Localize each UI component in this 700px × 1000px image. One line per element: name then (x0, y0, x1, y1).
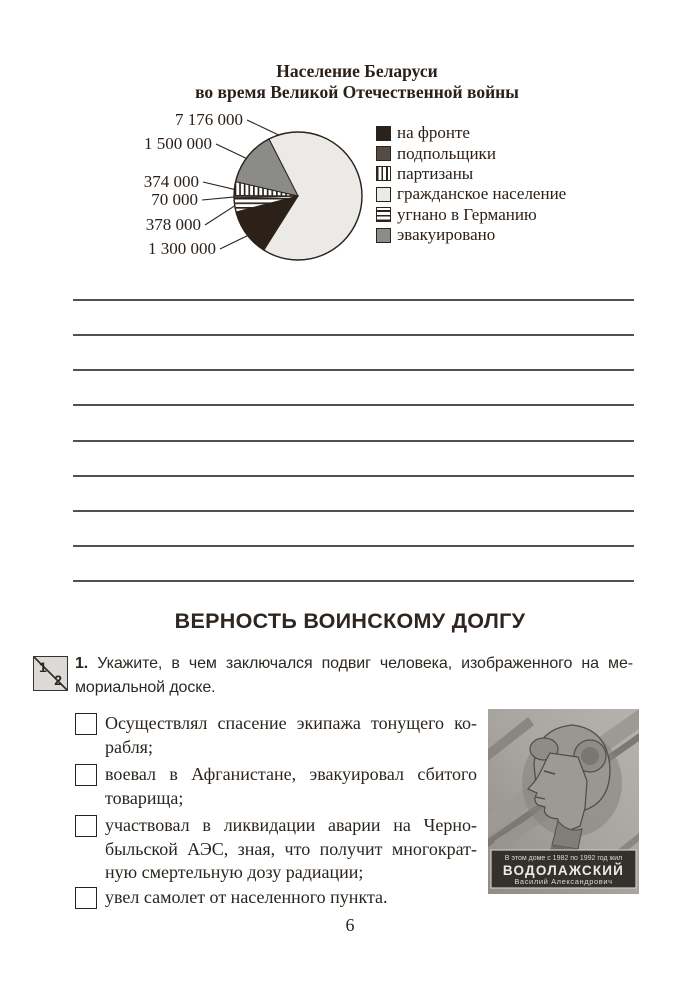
leader-line (205, 206, 234, 225)
legend-swatch-icon (376, 228, 391, 243)
pie-slice-value-label: 374 000 (143, 172, 199, 191)
option-text (105, 712, 477, 759)
answer-line[interactable] (73, 545, 634, 547)
legend-label: угнано в Германию (397, 204, 537, 224)
leader-line (247, 120, 278, 135)
pie-slice-value-label: 7 176 000 (175, 110, 243, 129)
question-line-2: мориальной доске. (75, 678, 216, 696)
legend-row (376, 225, 566, 245)
pie-slice-value-label: 1 500 000 (144, 134, 212, 153)
chart-title-line-2: во время Великой Отечественной войны (195, 82, 519, 102)
pie-slice-value-label: 70 000 (151, 190, 198, 209)
answer-line[interactable] (73, 440, 634, 442)
option-text (105, 886, 477, 910)
option-text-line: участвовал в ликвидации аварии на Черно- (105, 815, 477, 835)
plaque-surname: ВОДОЛАЖСКИЙ (502, 863, 625, 878)
option-text-line: воевал в Афганистане, эвакуировал сбитого (105, 764, 477, 784)
answer-line[interactable] (73, 580, 634, 582)
answer-line[interactable] (73, 369, 634, 371)
legend-row (376, 164, 566, 184)
option-text-line: быльской АЭС, зная, что получит многократ- (105, 838, 477, 859)
memorial-plaque-image (488, 709, 639, 894)
legend-label: на фронте (397, 123, 470, 143)
chart-legend (376, 123, 566, 245)
legend-label: гражданское население (397, 184, 567, 204)
legend-label: эвакуировано (397, 225, 496, 245)
task-question (75, 652, 633, 699)
points-badge-bottom: 2 (54, 672, 62, 688)
legend-swatch-icon (376, 187, 391, 202)
legend-swatch-icon (376, 126, 391, 141)
option-text-line: увел самолет от населенного пункта. (105, 887, 388, 907)
option-checkbox[interactable] (75, 815, 97, 837)
option-text-line: ную смертельную дозу радиации; (105, 862, 364, 882)
legend-row (376, 123, 566, 143)
plaque-text-plate (491, 850, 636, 888)
section-title: ВЕРНОСТЬ ВОИНСКОМУ ДОЛГУ (174, 609, 526, 633)
answer-line[interactable] (73, 404, 634, 406)
task-number: 1. (75, 655, 89, 672)
answer-option (75, 763, 477, 810)
option-text-line: Осуществлял спасение экипажа тонущего ко- (105, 713, 477, 733)
option-checkbox[interactable] (75, 713, 97, 735)
leader-line (203, 182, 234, 189)
legend-row (376, 205, 566, 225)
pie-slice-value-label: 1 300 000 (148, 239, 216, 258)
answer-option (75, 886, 477, 910)
chart-title-line-1: Население Беларуси (276, 61, 438, 81)
legend-swatch-icon (376, 166, 391, 181)
option-checkbox[interactable] (75, 887, 97, 909)
answer-option (75, 814, 477, 885)
answer-option (75, 712, 477, 759)
answer-line[interactable] (73, 299, 634, 301)
legend-row (376, 143, 566, 163)
legend-row (376, 184, 566, 204)
plaque-caption: В этом доме с 1982 по 1992 год жил (504, 855, 623, 862)
legend-swatch-icon (376, 146, 391, 161)
leader-line (216, 144, 246, 158)
option-text-line: рабля; (105, 736, 153, 757)
page-number: 6 (345, 915, 355, 935)
points-badge-top: 1 (39, 659, 47, 675)
leader-line (220, 236, 247, 249)
legend-label: партизаны (397, 163, 474, 183)
points-badge (33, 656, 68, 691)
legend-swatch-icon (376, 207, 391, 222)
answer-line[interactable] (73, 334, 634, 336)
answer-line[interactable] (73, 475, 634, 477)
option-text-line: товарища; (105, 787, 184, 808)
option-text (105, 763, 477, 810)
question-line-1: 1. Укажите, в чем заключался подвиг человека, изображенного на ме- (75, 655, 633, 672)
answer-line[interactable] (73, 510, 634, 512)
option-text (105, 814, 477, 885)
plaque-name-patronymic: Василий Александрович (514, 877, 613, 886)
pie-slice-value-label: 378 000 (145, 215, 201, 234)
option-checkbox[interactable] (75, 764, 97, 786)
legend-label: подпольщики (397, 143, 496, 163)
leader-line (202, 197, 234, 200)
